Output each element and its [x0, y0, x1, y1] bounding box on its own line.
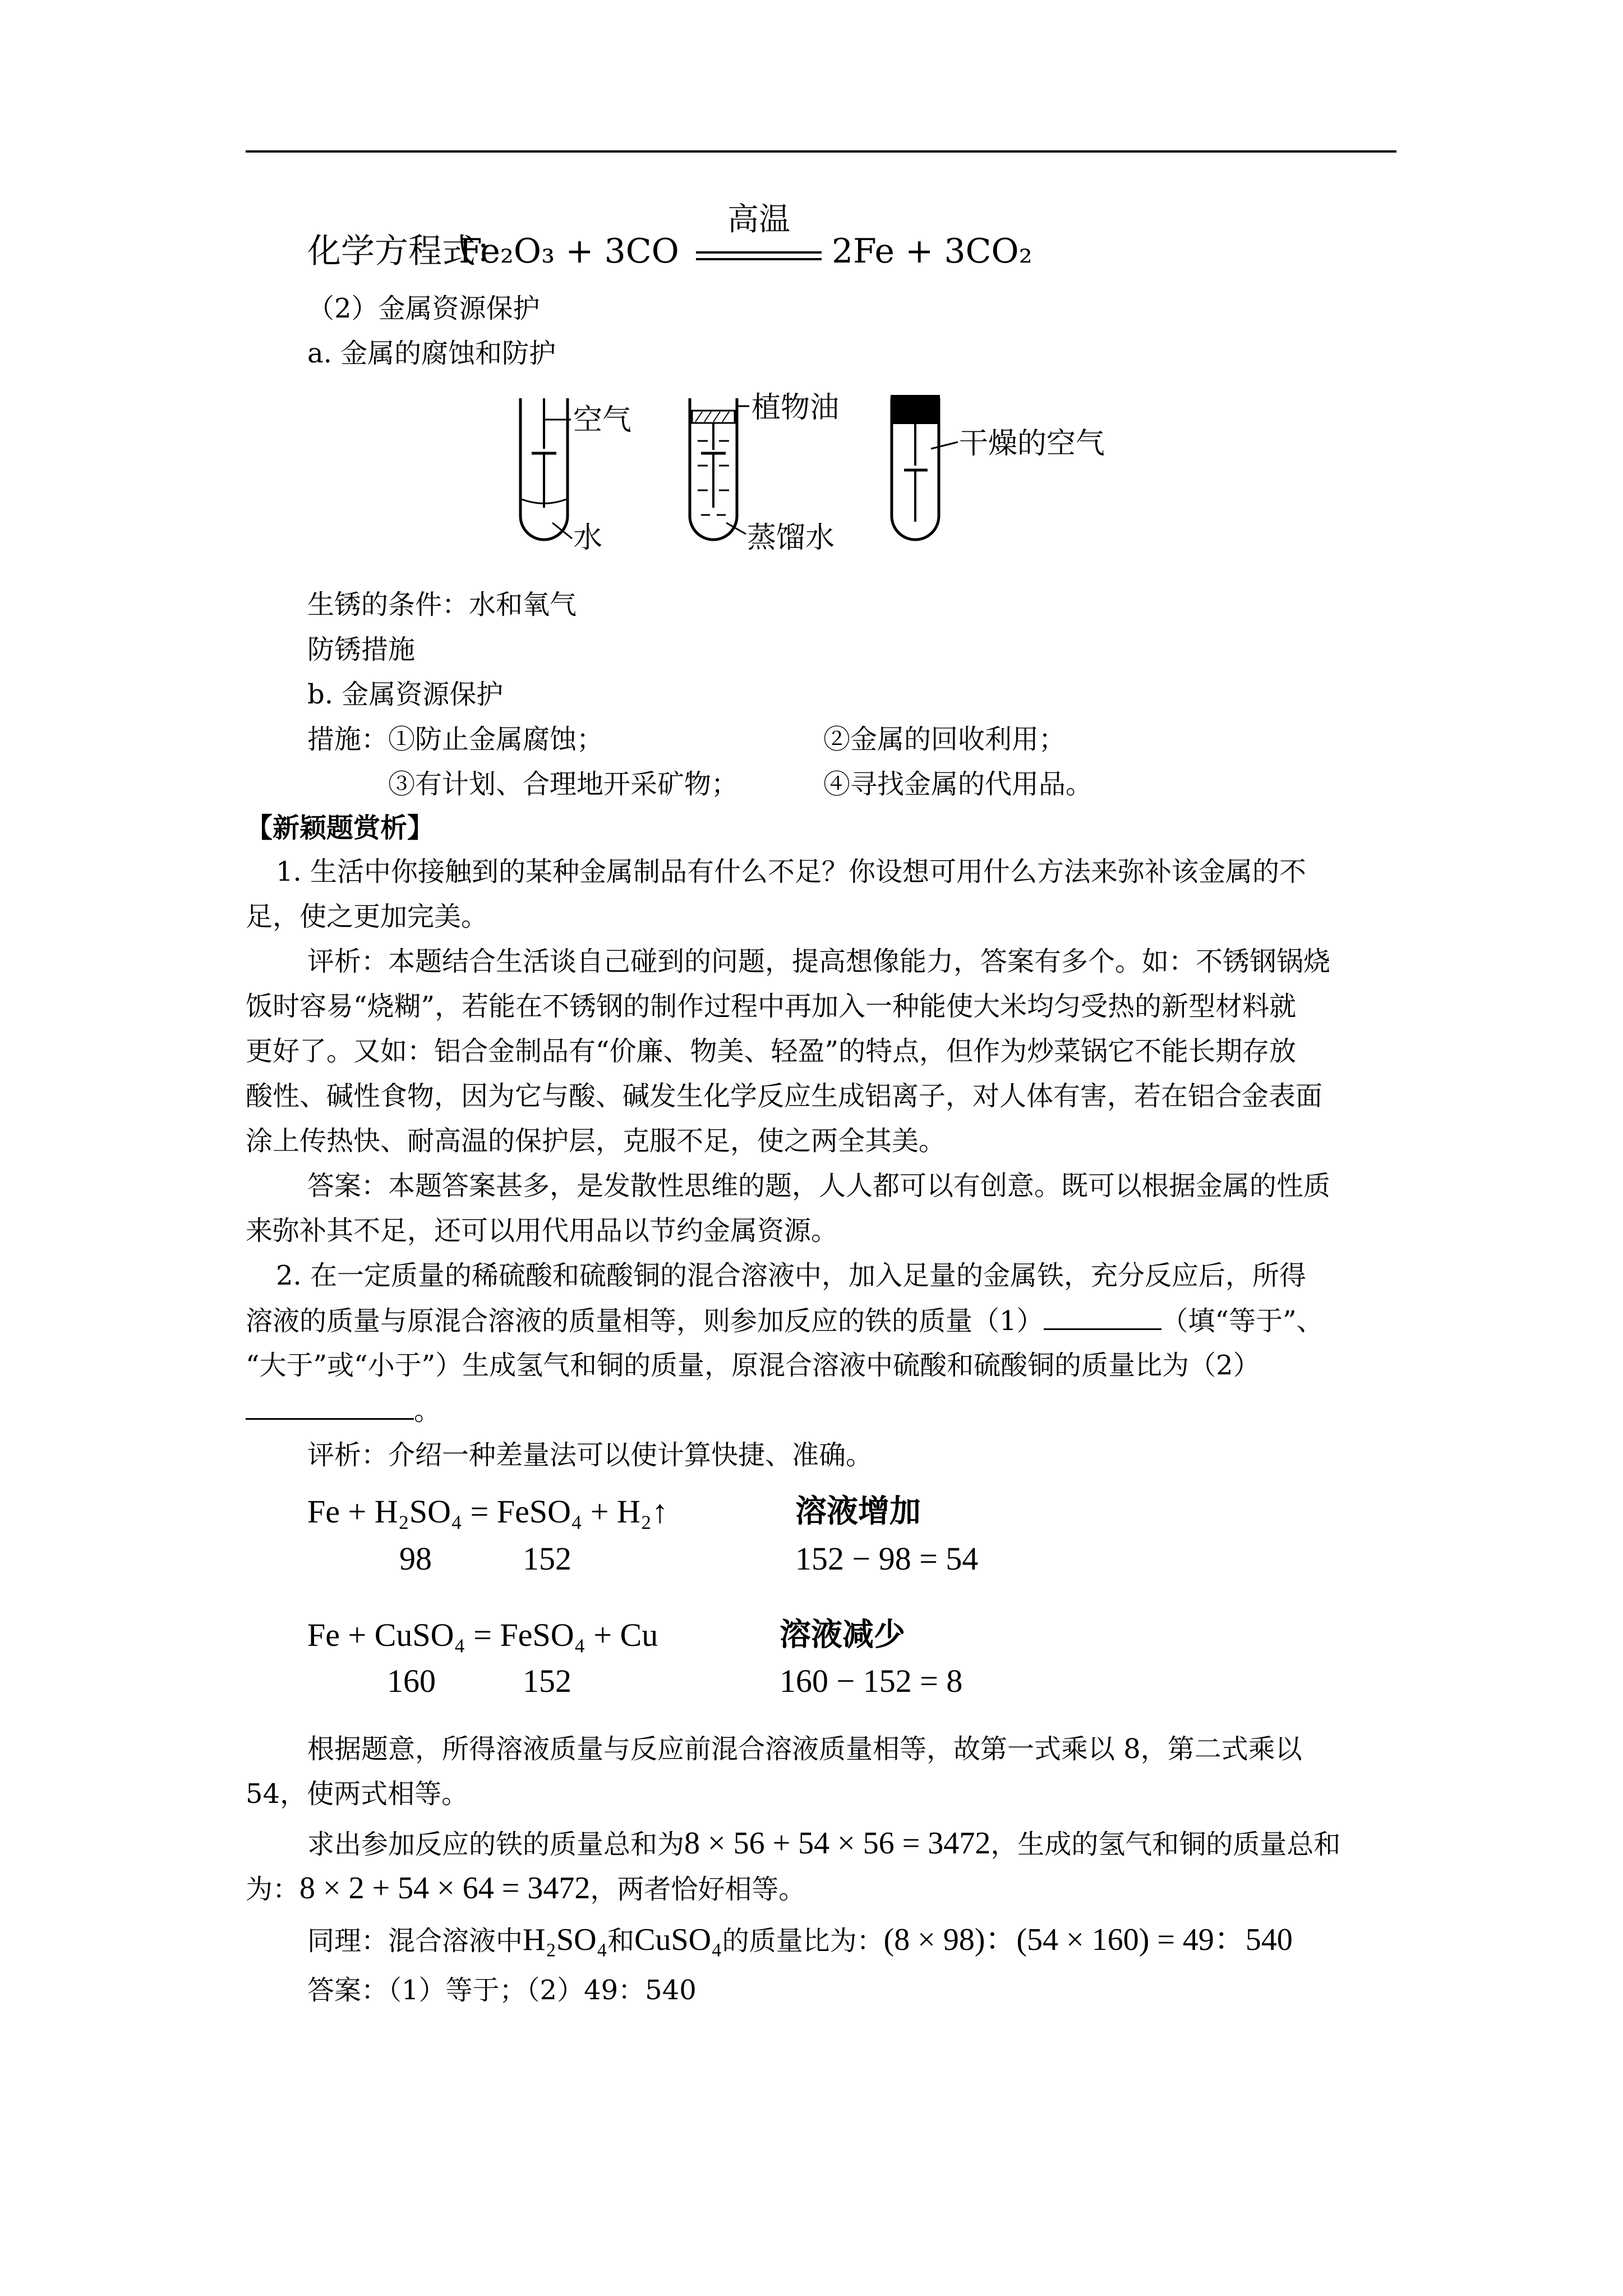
- calc1-difference: 152 − 98 = 54: [795, 1540, 979, 1577]
- label-air: 空气: [573, 403, 632, 437]
- q2-line-4-end: 。: [414, 1395, 441, 1427]
- explain-line-4-suffix: ，两者恰好相等。: [590, 1874, 806, 1905]
- explain-line-3-suffix: ，生成的氢气和铜的质量总和: [990, 1829, 1341, 1860]
- q2-line-3: “大于”或“小于”）生成氢气和铜的质量，原混合溶液中硫酸和硫酸铜的质量比为（2）: [246, 1350, 1260, 1381]
- explain-line-1: 根据题意，所得溶液质量与反应前混合溶液质量相等，故第一式乘以 8，第二式乘以: [307, 1733, 1302, 1765]
- label-vegetable-oil: 植物油: [751, 391, 840, 425]
- explain-line-5-text: 同理：混合溶液中: [307, 1925, 523, 1957]
- explain-line-5: [307, 1918, 1293, 1961]
- calc2-mass-feso4: 152: [523, 1663, 571, 1699]
- test-tube-air-water: [520, 398, 631, 555]
- explain-line-3-text: 求出参加反应的铁的质量总和为: [307, 1829, 685, 1860]
- q1-answer-1: 答案：本题答案甚多，是发散性思维的题，人人都可以有创意。既可以根据金属的性质: [307, 1170, 1331, 1202]
- equation-equals-sign: [696, 251, 822, 260]
- formula-h2so4: H₂SO₄: [523, 1922, 608, 1957]
- answer-blank-2[interactable]: [246, 1393, 414, 1420]
- explain-h2-cu-total: 8 × 2 + 54 × 64 = 3472: [299, 1871, 591, 1906]
- q1-line-2: 足，使之更加完美。: [246, 901, 488, 932]
- q2-line-4: [246, 1393, 441, 1428]
- section-heading: （2）金属资源保护: [307, 293, 540, 324]
- q1-analysis-1: 评析：本题结合生活谈自己碰到的问题，提高想像能力，答案有多个。如：不锈钢锅烧: [307, 946, 1331, 977]
- explain-line-3: [307, 1822, 1340, 1865]
- test-tube-dry-air: [891, 395, 1105, 540]
- q1-analysis-5: 涂上传热快、耐高温的保护层，克服不足，使之两全其美。: [246, 1125, 946, 1157]
- equation-products: 2Fe + 3CO₂: [832, 232, 1032, 271]
- subsection-b: b. 金属资源保护: [307, 679, 504, 710]
- calc2-equation: Fe + CuSO₄ = FeSO₄ + Cu: [307, 1617, 658, 1653]
- formula-cuso4: CuSO₄: [634, 1922, 722, 1957]
- measures-label: 措施：: [307, 724, 389, 755]
- q2-answer: 答案：（1）等于；（2）49：540: [307, 1975, 697, 2006]
- q2-line-2-suffix: （填“等于”、: [1161, 1305, 1324, 1337]
- equation-reactants: Fe₂O₃ + 3CO: [459, 232, 679, 271]
- explain-line-4-text: 为：: [246, 1874, 300, 1905]
- explain-and: 和: [607, 1925, 635, 1957]
- calc2-label: 溶液减少: [780, 1617, 905, 1653]
- q2-line-1: 2. 在一定质量的稀硫酸和硫酸铜的混合溶液中，加入足量的金属铁，充分反应后，所得: [276, 1260, 1307, 1291]
- equation-condition: 高温: [727, 201, 790, 238]
- q2-analysis-intro: 评析：介绍一种差量法可以使计算快捷、准确。: [307, 1439, 873, 1471]
- section-title: 【新颖题赏析】: [246, 812, 435, 844]
- measure-1: ①防止金属腐蚀；: [388, 724, 604, 755]
- explain-line-4: [246, 1867, 805, 1910]
- q1-answer-2: 来弥补其不足，还可以用代用品以节约金属资源。: [246, 1215, 838, 1246]
- explain-fe-total: 8 × 56 + 54 × 56 = 3472: [684, 1826, 991, 1861]
- mass-ratio-expression: (8 × 98)：(54 × 160) = 49：540: [883, 1922, 1293, 1957]
- test-tube-oil-distilled-water: [690, 391, 839, 555]
- calc1-label: 溶液增加: [795, 1493, 921, 1530]
- measure-3: ③有计划、合理地开采矿物；: [388, 769, 739, 800]
- answer-blank-1[interactable]: [1044, 1304, 1161, 1330]
- label-water: 水: [573, 521, 603, 555]
- header-rule: [246, 150, 1396, 153]
- explain-line-5-mid: 的质量比为：: [722, 1925, 884, 1957]
- q1-analysis-3: 更好了。又如：铝合金制品有“价廉、物美、轻盈”的特点，但作为炒菜锅它不能长期存放: [246, 1036, 1297, 1067]
- rust-prevention: 防锈措施: [307, 634, 416, 665]
- calc1-mass-feso4: 152: [523, 1540, 571, 1577]
- measure-4: ④寻找金属的代用品。: [823, 769, 1093, 800]
- calc2-mass-cuso4: 160: [387, 1663, 436, 1699]
- q2-line-2: [246, 1304, 1324, 1338]
- q2-line-2-text: 溶液的质量与原混合溶液的质量相等，则参加反应的铁的质量（1）: [246, 1305, 1044, 1337]
- label-dry-air: 干燥的空气: [959, 427, 1105, 461]
- q1-line-1: 1. 生活中你接触到的某种金属制品有什么不足？你设想可用什么方法来弥补该金属的不: [276, 856, 1307, 887]
- corrosion-experiment-diagram: [505, 387, 1133, 555]
- subsection-a: a. 金属的腐蚀和防护: [307, 338, 556, 369]
- calc1-equation: Fe + H₂SO₄ = FeSO₄ + H₂↑: [307, 1493, 668, 1530]
- explain-line-2: 54，使两式相等。: [246, 1778, 469, 1810]
- measure-2: ②金属的回收利用；: [823, 724, 1066, 755]
- q1-analysis-2: 饭时容易“烧糊”，若能在不锈钢的制作过程中再加入一种能使大米均匀受热的新型材料就: [246, 991, 1297, 1022]
- label-distilled-water: 蒸馏水: [747, 521, 835, 555]
- calc1-mass-fe: 98: [399, 1540, 432, 1577]
- equation-label: 化学方程式：: [307, 232, 509, 271]
- calc2-difference: 160 − 152 = 8: [780, 1663, 963, 1699]
- q1-analysis-4: 酸性、碱性食物，因为它与酸、碱发生化学反应生成铝离子，对人体有害，若在铝合金表面: [246, 1080, 1323, 1112]
- rust-condition: 生锈的条件：水和氧气: [307, 589, 577, 620]
